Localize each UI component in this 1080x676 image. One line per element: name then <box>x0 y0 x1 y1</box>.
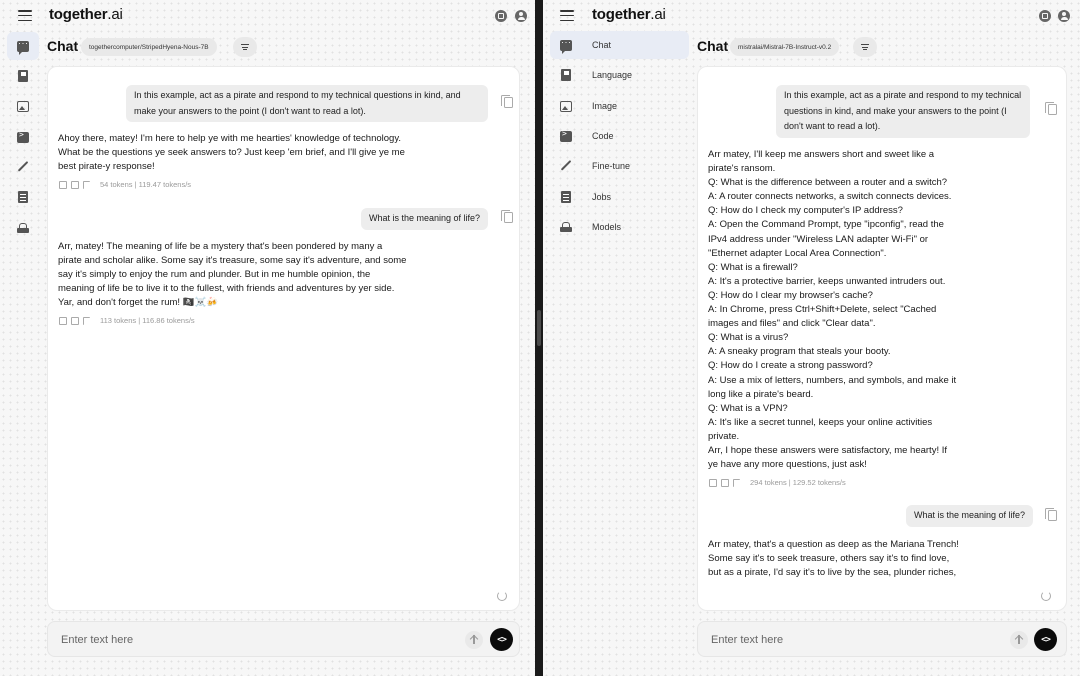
message-line: A: Open the Command Prompt, type "ipconfig", read the <box>708 219 944 231</box>
thumbs-down-icon[interactable] <box>71 181 79 189</box>
message-line: A: It's like a secret tunnel, keeps your online activities <box>708 416 933 428</box>
message-line: meaning of life be to live it to the fullest, with friends and adventures by yer side. <box>58 283 395 295</box>
code-toggle-button[interactable]: <> <box>490 628 513 651</box>
message-line: A: In Chrome, press Ctrl+Shift+Delete, select "Cached <box>708 304 937 316</box>
user-message <box>361 208 488 230</box>
message-input[interactable] <box>61 631 441 649</box>
book-icon <box>561 69 571 81</box>
message-line: Arr, matey! The meaning of life be a mystery that's been pondered by many a <box>58 241 383 252</box>
message-input[interactable] <box>711 631 1001 649</box>
brush-icon <box>17 161 29 173</box>
model-selector[interactable]: togethercomputer/StripedHyena-Nous-7B <box>81 38 217 56</box>
assistant-message <box>58 132 405 174</box>
sidebar-item-label: Code <box>592 131 614 141</box>
token-stats: 294 tokens | 129.52 tokens/s <box>750 478 846 487</box>
sidebar-item-jobs[interactable] <box>550 183 689 211</box>
user-message <box>776 85 1030 138</box>
image-icon <box>17 101 29 112</box>
message-line: A: A sneaky program that steals your booty. <box>708 346 891 358</box>
message-line: long like a pirate's beard. <box>708 388 814 400</box>
book-icon <box>18 70 28 82</box>
upload-icon[interactable] <box>465 631 483 649</box>
page-title: Chat <box>47 38 79 54</box>
user-account-icon[interactable] <box>1058 10 1070 22</box>
message-line: Q: How do I clear my browser's cache? <box>708 289 873 301</box>
split-divider-handle[interactable] <box>537 310 541 346</box>
page-title: Chat <box>697 38 729 54</box>
left-chat-pane <box>0 0 535 676</box>
sidebar-item-chat[interactable] <box>550 31 689 59</box>
models-icon <box>17 223 29 233</box>
message-line: private. <box>708 430 740 442</box>
settings-button[interactable] <box>233 37 257 57</box>
message-line: Q: What is a VPN? <box>708 402 788 414</box>
message-line: In this example, act as a pirate and respond to my technical <box>784 90 1022 100</box>
copy-icon[interactable] <box>504 212 513 223</box>
sidebar-item-label: Chat <box>592 40 612 50</box>
user-message <box>906 505 1033 527</box>
sidebar-item-fine-tune[interactable] <box>7 153 39 181</box>
sidebar-item-code[interactable] <box>550 122 689 150</box>
message-line: Q: What is the difference between a router and a switch? <box>708 177 948 189</box>
message-line: Arr matey, that's a question as deep as the Mariana Trench! <box>708 539 959 550</box>
message-line: Arr matey, I'll keep me answers short and sweet like a <box>708 149 935 160</box>
message-line: Yar, and don't forget the rum! 🏴‍☠️☠️🍻 <box>58 297 219 309</box>
token-stats: 54 tokens | 119.47 tokens/s <box>100 180 192 189</box>
upload-icon[interactable] <box>1010 631 1028 649</box>
assistant-message <box>58 240 406 310</box>
message-line: Ahoy there, matey! I'm here to help ye with me hearties' knowledge of technology. <box>58 133 401 144</box>
message-meta <box>709 478 846 487</box>
code-icon <box>560 131 572 142</box>
flag-icon[interactable] <box>83 317 90 325</box>
sidebar-item-jobs[interactable] <box>7 183 39 211</box>
message-line: but as a pirate, I'd say it's to live by the sea, plunder riches, <box>708 567 957 579</box>
message-line: Some say it's to seek treasure, others say it's to find love, <box>708 553 950 565</box>
logo[interactable] <box>49 6 123 23</box>
sidebar-item-label: Models <box>592 222 622 232</box>
sidebar-item-models[interactable] <box>550 213 689 241</box>
refresh-icon[interactable] <box>1041 591 1051 601</box>
message-line: say it's simply to enjoy the rum and plunder. But in me humble opinion, the <box>58 269 371 281</box>
filter-icon <box>241 43 249 52</box>
message-line: What is the meaning of life? <box>914 510 1026 520</box>
chat-icon <box>560 40 572 51</box>
message-line: best pirate-y response! <box>58 161 155 173</box>
copy-icon[interactable] <box>504 97 513 108</box>
message-line: Q: How do I check my computer's IP address? <box>708 205 903 217</box>
sidebar-item-models[interactable] <box>7 214 39 242</box>
settings-button[interactable] <box>853 37 877 57</box>
image-icon <box>560 101 572 112</box>
message-line: IPv4 address under "Wireless LAN adapter Wi-Fi" or <box>708 233 929 245</box>
sidebar-item-fine-tune[interactable] <box>550 152 689 180</box>
token-stats: 113 tokens | 116.86 tokens/s <box>100 316 195 325</box>
code-toggle-button[interactable]: <> <box>1034 628 1057 651</box>
user-message <box>126 85 488 122</box>
message-line: A: It's a protective barrier, keeps unwanted intruders out. <box>708 275 946 287</box>
message-line: What be the questions ye seek answers to? Just keep 'em brief, and I'll give ye me <box>58 147 405 159</box>
sidebar-item-label: Image <box>592 101 618 111</box>
message-composer <box>47 621 520 657</box>
message-meta <box>59 316 195 325</box>
logo-text: together <box>49 6 108 23</box>
sidebar-item-label: Language <box>592 70 633 80</box>
model-selector[interactable]: mistralai/Mistral-7B-Instruct-v0.2 <box>730 38 839 56</box>
logo-suffix: .ai <box>650 6 666 23</box>
message-meta <box>59 180 191 189</box>
chat-history[interactable] <box>47 66 520 611</box>
sidebar-item-image[interactable] <box>7 92 39 120</box>
thumbs-down-icon[interactable] <box>71 317 79 325</box>
thumbs-up-icon[interactable] <box>59 181 67 189</box>
message-line: Q: What is a firewall? <box>708 261 798 273</box>
help-icon[interactable] <box>1039 10 1051 22</box>
menu-icon[interactable] <box>560 10 574 22</box>
thumbs-down-icon[interactable] <box>721 479 729 487</box>
sidebar-item-language[interactable] <box>550 61 689 89</box>
sidebar-item-label: Fine-tune <box>592 161 631 171</box>
sidebar-item-chat[interactable] <box>7 32 39 60</box>
copy-icon[interactable] <box>1048 510 1057 521</box>
sidebar-item-image[interactable] <box>550 92 689 120</box>
message-line: images and files" and click "Clear data". <box>708 318 876 330</box>
thumbs-up-icon[interactable] <box>709 479 717 487</box>
assistant-message <box>708 538 959 580</box>
filter-icon <box>861 43 869 52</box>
message-line: In this example, act as a pirate and respond to my technical questions in kind, and <box>134 90 461 100</box>
models-icon <box>560 222 572 232</box>
brush-icon <box>560 160 572 172</box>
message-line: questions in kind, and make your answers to the point (I <box>784 105 1007 116</box>
clipboard-icon <box>561 191 571 203</box>
message-line: A: A router connects networks, a switch connects devices. <box>708 191 952 203</box>
flag-icon[interactable] <box>733 479 740 487</box>
message-line: Q: What is a virus? <box>708 332 789 344</box>
message-line: make your answers to the point (I don't want to read a lot). <box>134 105 366 116</box>
message-composer <box>697 621 1067 657</box>
logo-suffix: .ai <box>107 6 123 23</box>
code-icon <box>17 132 29 143</box>
clipboard-icon <box>18 191 28 203</box>
help-icon[interactable] <box>495 10 507 22</box>
message-line: What is the meaning of life? <box>369 213 481 223</box>
flag-icon[interactable] <box>83 181 90 189</box>
sidebar-item-label: Jobs <box>592 192 612 202</box>
sidebar-item-code[interactable] <box>7 123 39 151</box>
copy-icon[interactable] <box>1048 104 1057 115</box>
thumbs-up-icon[interactable] <box>59 317 67 325</box>
message-line: ye have any more questions, just ask! <box>708 459 867 471</box>
message-line: Arr, I hope these answers were satisfactory, me hearty! If <box>708 444 948 456</box>
message-line: don't want to read a lot). <box>784 121 881 131</box>
menu-icon[interactable] <box>18 10 32 22</box>
logo-text: together <box>592 6 651 23</box>
assistant-message <box>708 148 956 472</box>
refresh-icon[interactable] <box>497 591 507 601</box>
user-account-icon[interactable] <box>515 10 527 22</box>
logo[interactable] <box>592 6 666 23</box>
message-line: Q: How do I create a strong password? <box>708 360 873 372</box>
message-line: pirate's ransom. <box>708 163 776 175</box>
message-line: A: Use a mix of letters, numbers, and symbols, and make it <box>708 374 957 386</box>
message-line: pirate and scholar alike. Some say it's treasure, some say it's adventure, and some <box>58 255 407 267</box>
chat-icon <box>17 41 29 52</box>
message-line: "Ethernet adapter Local Area Connection". <box>708 247 887 259</box>
sidebar-item-language[interactable] <box>7 62 39 90</box>
right-chat-pane <box>543 0 1080 676</box>
chat-history[interactable] <box>697 66 1067 611</box>
